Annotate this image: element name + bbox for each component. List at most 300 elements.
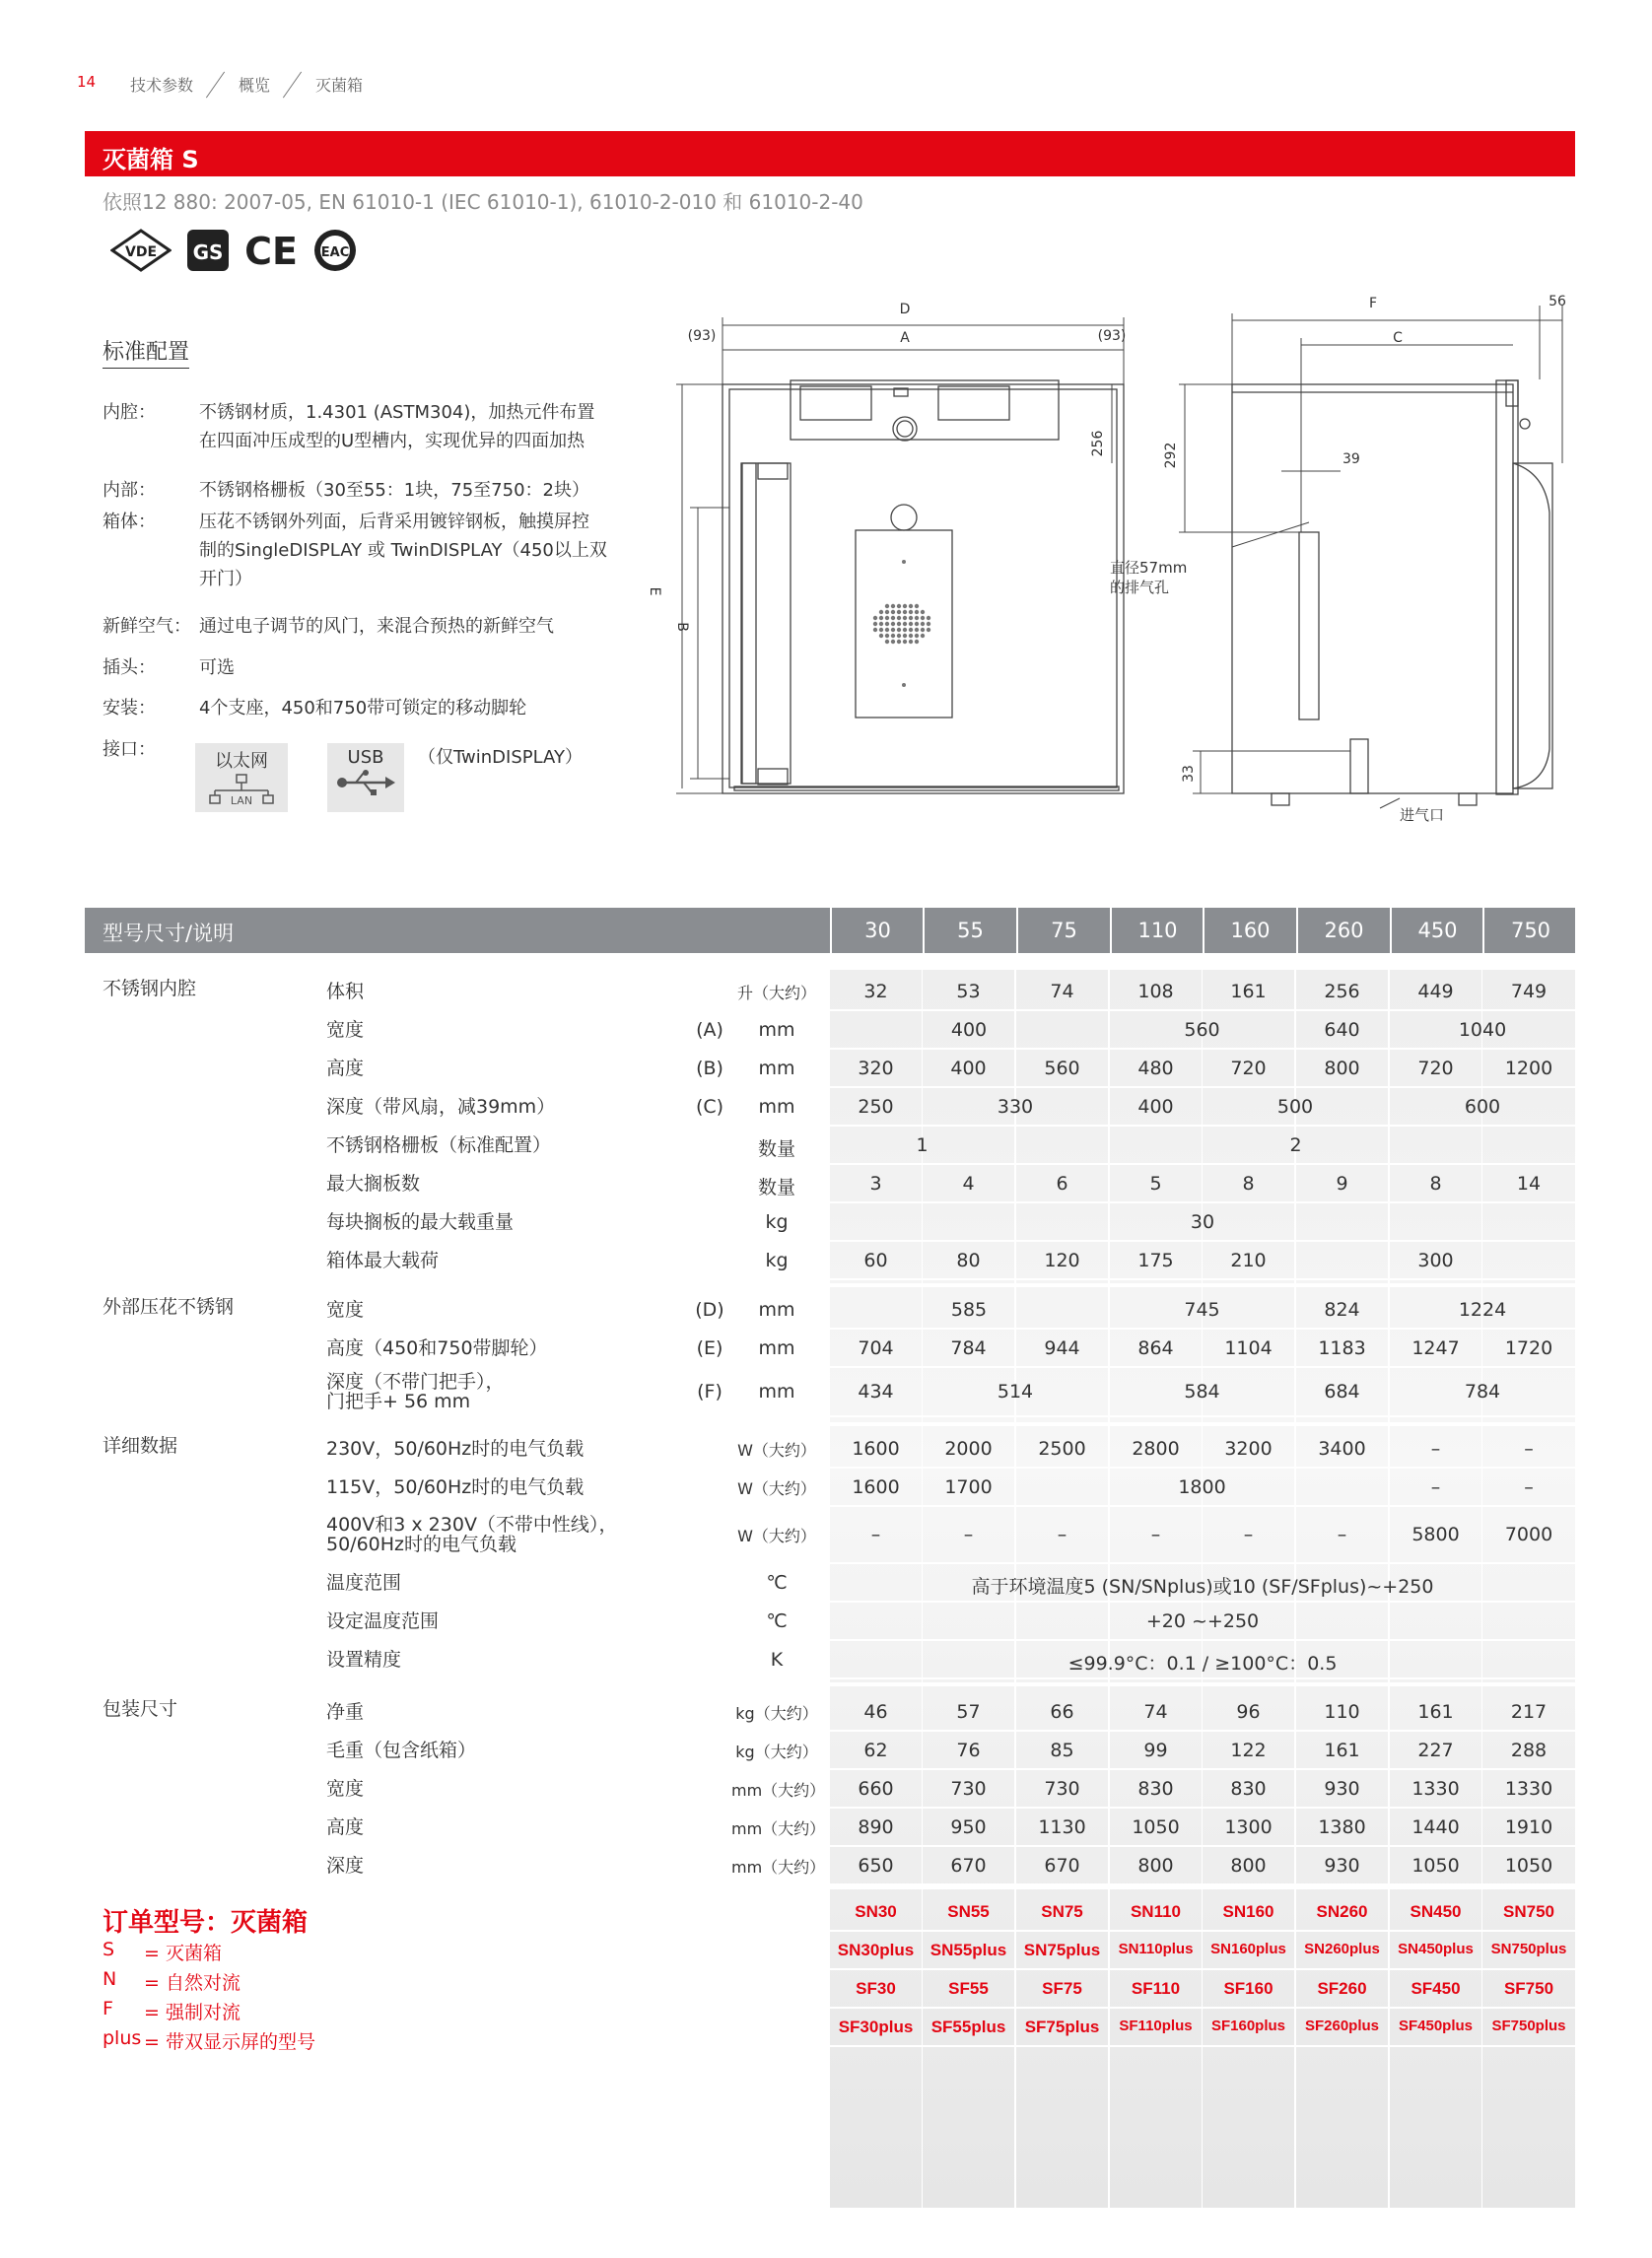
dim-93-label: (93) — [687, 328, 717, 344]
table-cell: 46 — [863, 1700, 888, 1723]
table-row-label: 高度 — [326, 1057, 365, 1079]
table-cell: 2500 — [1038, 1437, 1086, 1460]
usb-label: USB — [347, 747, 384, 768]
table-cell: 1330 — [1504, 1777, 1553, 1800]
table-cell: 320 — [858, 1057, 894, 1079]
table-cell: +20 ~+250 — [1145, 1609, 1260, 1632]
order-model-code[interactable]: SN750 — [1503, 1902, 1554, 1921]
order-model-code[interactable]: SN55 — [947, 1902, 990, 1921]
order-model-code[interactable]: SF260 — [1317, 1979, 1367, 1998]
table-cell: 161 — [1324, 1739, 1360, 1761]
table-cell: 3200 — [1224, 1437, 1273, 1460]
table-cell: – — [1150, 1524, 1161, 1545]
table-group-label: 外部压花不锈钢 — [103, 1296, 235, 1318]
model-column-header: 450 — [1390, 908, 1483, 953]
std-config-value: 4个支座，450和750带可锁定的移动脚轮 — [199, 698, 527, 718]
ce-logo-icon — [244, 229, 298, 272]
unit-label: mm — [758, 1381, 795, 1403]
legend-description: = 带双显示屏的型号 — [144, 2031, 315, 2053]
order-model-code[interactable]: SN160 — [1222, 1902, 1274, 1921]
table-cell: 449 — [1417, 980, 1454, 1002]
table-cell: – — [1430, 1437, 1441, 1460]
table-cell: 1130 — [1038, 1815, 1086, 1838]
order-model-code[interactable]: SF55 — [948, 1979, 989, 1998]
breadcrumb-separator — [201, 71, 231, 97]
row-divider — [315, 1562, 1575, 1564]
table-cell: 1440 — [1411, 1815, 1460, 1838]
table-cell: 99 — [1143, 1739, 1168, 1761]
table-cell: 1050 — [1411, 1854, 1460, 1877]
table-cell: 330 — [997, 1095, 1034, 1118]
title-bar — [85, 131, 1575, 176]
std-config-key: 内部： — [103, 480, 156, 501]
table-cell: 800 — [1230, 1854, 1267, 1877]
row-divider — [315, 1328, 1575, 1330]
gs-logo-icon — [185, 228, 231, 273]
unit-label: mm（大约） — [731, 1818, 826, 1838]
order-model-code[interactable]: SF110 — [1131, 1979, 1181, 1998]
table-row-label: 体积 — [326, 980, 365, 1002]
page-title: 灭菌箱 S — [103, 146, 199, 173]
table-cell: 14 — [1516, 1172, 1542, 1195]
standard-text: 依照12 880: 2007-05, EN 61010-1 (IEC 61010-1), 61010-2-010 和 61010-2-40 — [103, 190, 863, 214]
order-model-code[interactable]: SF260plus — [1304, 2018, 1380, 2034]
group-divider — [85, 1283, 1575, 1287]
unit-label: W（大约） — [737, 1440, 816, 1460]
unit-label: K — [770, 1648, 784, 1671]
table-cell: 745 — [1184, 1298, 1220, 1321]
table-cell: 1200 — [1504, 1057, 1553, 1079]
order-model-code[interactable]: SN260plus — [1304, 1941, 1380, 1957]
order-model-code[interactable]: SF30plus — [838, 2018, 914, 2036]
table-cell: 高于环境温度5 (SN/SNplus)或10 (SF/SFplus)~+250 — [971, 1575, 1434, 1598]
table-cell: 122 — [1230, 1739, 1267, 1761]
fan-grille-icon — [873, 560, 930, 687]
model-column-header: 55 — [923, 908, 1016, 953]
order-title: 订单型号：灭菌箱 — [103, 1908, 309, 1938]
table-row-label: 230V，50/60Hz时的电气负载 — [326, 1437, 585, 1460]
table-cell: 62 — [863, 1739, 888, 1761]
order-model-code[interactable]: SF30 — [856, 1979, 896, 1998]
row-divider — [315, 1086, 1575, 1088]
model-column-header: 110 — [1110, 908, 1204, 953]
table-cell: 53 — [956, 980, 981, 1002]
vde-logo-icon — [110, 229, 172, 272]
row-divider — [315, 1639, 1575, 1641]
table-row-label: 箱体最大载荷 — [326, 1249, 440, 1271]
table-cell: 80 — [956, 1249, 981, 1271]
dim-C-label: C — [1393, 330, 1403, 346]
table-row-label: 深度（带风扇，减39mm） — [326, 1095, 556, 1118]
table-cell: 600 — [1464, 1095, 1501, 1118]
table-cell: 108 — [1137, 980, 1174, 1002]
order-model-code[interactable]: SN160plus — [1210, 1941, 1286, 1957]
order-model-code[interactable]: SF160plus — [1210, 2018, 1286, 2034]
table-cell: 5 — [1149, 1172, 1162, 1195]
table-cell: 300 — [1417, 1249, 1454, 1271]
table-cell: 1224 — [1458, 1298, 1507, 1321]
unit-label: mm — [758, 1057, 795, 1079]
gs-logo-text: GS — [192, 240, 224, 264]
legend-description: = 自然对流 — [144, 1972, 241, 1994]
table-row-label: 温度范围 — [326, 1571, 402, 1594]
table-cell: 161 — [1230, 980, 1267, 1002]
table-cell: 1050 — [1132, 1815, 1180, 1838]
table-cell: 670 — [1044, 1854, 1080, 1877]
table-cell: 8 — [1429, 1172, 1442, 1195]
row-divider — [315, 1677, 1575, 1679]
table-cell: 704 — [858, 1336, 894, 1359]
dim-33-label: 33 — [1181, 765, 1197, 783]
table-cell: 76 — [956, 1739, 981, 1761]
order-model-code[interactable]: SF450plus — [1398, 2018, 1474, 2034]
model-column-header: 75 — [1016, 908, 1110, 953]
table-group-label: 不锈钢内腔 — [103, 978, 197, 999]
table-row-label: 毛重（包含纸箱） — [326, 1739, 477, 1761]
table-cell: 1300 — [1224, 1815, 1273, 1838]
side-view-drawing — [1232, 380, 1552, 805]
table-cell: 684 — [1324, 1381, 1360, 1403]
table-cell: 66 — [1050, 1700, 1074, 1723]
interface-note: （仅TwinDISPLAY） — [418, 747, 583, 768]
usb-interface-box — [327, 743, 404, 812]
table-cell: 85 — [1050, 1739, 1074, 1761]
table-row-label: 深度（不带门把手）， 门把手+ 56 mm — [326, 1371, 505, 1412]
order-model-code[interactable]: SN110plus — [1118, 1941, 1194, 1957]
order-model-code[interactable]: SF110plus — [1119, 2018, 1193, 2034]
table-cell: 400 — [1137, 1095, 1174, 1118]
table-cell: 3 — [869, 1172, 882, 1195]
unit-label: mm（大约） — [731, 1857, 826, 1877]
page-number: 14 — [77, 73, 97, 91]
legend-code: N — [103, 1968, 117, 1990]
unit-label: mm — [758, 1298, 795, 1321]
table-cell: 830 — [1230, 1777, 1267, 1800]
table-cell: 434 — [858, 1381, 894, 1403]
table-cell: 400 — [950, 1057, 987, 1079]
table-cell: 650 — [858, 1854, 894, 1877]
table-cell: 74 — [1050, 980, 1074, 1002]
legend-description: = 强制对流 — [144, 2002, 241, 2023]
unit-label: W（大约） — [737, 1478, 816, 1498]
table-cell: 2000 — [944, 1437, 993, 1460]
table-cell: 800 — [1137, 1854, 1174, 1877]
lan-label: LAN — [230, 794, 253, 806]
table-cell: 784 — [1464, 1381, 1501, 1403]
order-row-divider — [830, 1930, 1575, 1932]
unit-label: ℃ — [766, 1609, 788, 1632]
table-cell: – — [1243, 1524, 1254, 1545]
model-column-header: 30 — [830, 908, 924, 953]
table-row-label: 设置精度 — [326, 1648, 402, 1671]
table-cell: 514 — [997, 1381, 1034, 1403]
breadcrumb-item[interactable]: 灭菌箱 — [315, 75, 364, 95]
row-divider — [315, 1366, 1575, 1368]
unit-label: 数量 — [757, 1137, 795, 1160]
table-cell: 4 — [962, 1172, 975, 1195]
table-cell: 6 — [1056, 1172, 1068, 1195]
unit-label: mm — [758, 1336, 795, 1359]
dimension-key: (E) — [696, 1336, 723, 1359]
table-cell: 1 — [916, 1133, 929, 1156]
row-divider — [315, 1201, 1575, 1203]
table-row-label: 400V和3 x 230V（不带中性线）， 50/60Hz时的电气负载 — [326, 1514, 618, 1555]
table-cell: 660 — [858, 1777, 894, 1800]
unit-label: mm — [758, 1018, 795, 1041]
table-cell: 175 — [1137, 1249, 1174, 1271]
order-row-divider — [830, 2007, 1575, 2009]
breadcrumb-separator — [278, 71, 308, 97]
front-dimension-labels — [647, 302, 1126, 632]
legend-code: S — [103, 1939, 115, 1960]
unit-label: 数量 — [757, 1176, 795, 1198]
table-cell: 217 — [1510, 1700, 1548, 1723]
table-cell: 800 — [1324, 1057, 1360, 1079]
table-cell: 480 — [1137, 1057, 1174, 1079]
table-cell: 8 — [1242, 1172, 1255, 1195]
table-cell: 110 — [1324, 1700, 1360, 1723]
table-cell: 930 — [1324, 1854, 1360, 1877]
eac-logo-text: EAC — [320, 245, 350, 260]
table-cell: 585 — [950, 1298, 988, 1321]
table-cell: ≤99.9°C：0.1 / ≥100°C：0.5 — [1067, 1652, 1338, 1675]
dim-256-label: 256 — [1090, 430, 1106, 457]
order-model-code[interactable]: SN450plus — [1398, 1941, 1474, 1957]
dimension-key: (F) — [697, 1381, 723, 1403]
unit-label: kg（大约） — [735, 1703, 818, 1723]
front-view-drawing — [723, 380, 1124, 793]
std-config-key: 插头： — [103, 657, 156, 678]
table-cell: 3400 — [1318, 1437, 1366, 1460]
air-inlet-label: 进气口 — [1400, 806, 1445, 824]
dim-E-label: E — [647, 586, 662, 596]
order-model-code[interactable]: SF750plus — [1491, 2018, 1566, 2034]
model-column-header: 260 — [1296, 908, 1390, 953]
table-row-label: 每块搁板的最大载重量 — [326, 1210, 515, 1233]
table-cell: 1380 — [1318, 1815, 1366, 1838]
table-cell: 250 — [858, 1095, 894, 1118]
ethernet-interface-box — [195, 743, 288, 812]
table-row-label: 高度（450和750带脚轮） — [326, 1336, 548, 1359]
unit-label: kg（大约） — [735, 1742, 818, 1761]
table-cell: 890 — [858, 1815, 894, 1838]
table-cell: 670 — [950, 1854, 987, 1877]
table-cell: 2 — [1289, 1133, 1302, 1156]
table-cell: 74 — [1143, 1700, 1168, 1723]
table-cell: 60 — [863, 1249, 888, 1271]
table-cell: 730 — [1044, 1777, 1080, 1800]
dimension-key: (C) — [695, 1095, 724, 1118]
order-model-code[interactable]: SN110 — [1130, 1902, 1182, 1921]
table-cell: 1800 — [1178, 1475, 1226, 1498]
order-model-code[interactable]: SF160 — [1223, 1979, 1273, 1998]
table-cell: 1330 — [1411, 1777, 1460, 1800]
table-cell: 500 — [1276, 1095, 1314, 1118]
unit-label: kg — [765, 1210, 789, 1233]
row-divider — [315, 1278, 1575, 1280]
table-header-label: 型号尺寸/说明 — [103, 922, 235, 945]
table-cell: – — [1430, 1475, 1441, 1498]
breadcrumb-item[interactable]: 技术参数 — [130, 75, 194, 95]
table-cell: 864 — [1137, 1336, 1174, 1359]
dim-A-label: A — [900, 330, 910, 346]
model-column-header: 160 — [1203, 908, 1296, 953]
unit-label: mm — [758, 1095, 795, 1118]
table-row-label: 设定温度范围 — [326, 1609, 440, 1632]
unit-label: 升（大约） — [736, 983, 816, 1002]
order-row-divider — [830, 1968, 1575, 1970]
row-divider — [315, 1845, 1575, 1847]
table-cell: 824 — [1324, 1298, 1360, 1321]
order-model-code[interactable]: SF75 — [1042, 1979, 1082, 1998]
table-cell: 560 — [1044, 1057, 1080, 1079]
eac-logo-icon — [311, 227, 359, 274]
table-cell: 720 — [1417, 1057, 1454, 1079]
table-cell: 640 — [1324, 1018, 1360, 1041]
row-divider — [315, 1505, 1575, 1507]
table-row-label: 宽度 — [326, 1298, 365, 1321]
table-row-label: 高度 — [326, 1815, 365, 1838]
std-config-key: 接口： — [103, 739, 156, 760]
table-cell: 1050 — [1504, 1854, 1553, 1877]
table-cell: 400 — [950, 1018, 988, 1041]
std-config-value: 通过电子调节的风门，来混合预热的新鲜空气 — [199, 616, 554, 637]
row-divider — [315, 1730, 1575, 1732]
dim-D-label: D — [899, 302, 911, 317]
dimension-key: (D) — [695, 1298, 724, 1321]
legend-code: plus — [103, 2027, 142, 2049]
table-cell: 1720 — [1504, 1336, 1553, 1359]
table-header — [85, 908, 1575, 953]
table-cell: 584 — [1184, 1381, 1220, 1403]
row-divider — [315, 1048, 1575, 1050]
row-divider — [315, 1125, 1575, 1127]
unit-label: mm（大约） — [731, 1780, 826, 1800]
table-cell: 120 — [1044, 1249, 1080, 1271]
table-cell: – — [1057, 1524, 1067, 1545]
std-config-title: 标准配置 — [103, 335, 189, 369]
certification-logos — [110, 227, 359, 274]
dim-F-label: F — [1368, 296, 1378, 311]
table-cell: 210 — [1230, 1249, 1267, 1271]
dim-56-label: 56 — [1549, 294, 1566, 309]
table-cell: 9 — [1336, 1172, 1348, 1195]
order-row-divider — [830, 2045, 1575, 2047]
std-config-key: 新鲜空气： — [103, 616, 191, 637]
table-cell: 96 — [1236, 1700, 1261, 1723]
side-dimension-labels — [1110, 294, 1566, 824]
order-model-code[interactable]: SN450 — [1410, 1902, 1462, 1921]
vde-logo-text: VDE — [124, 244, 158, 260]
order-model-code[interactable]: SF55plus — [930, 2018, 1006, 2036]
group-divider — [85, 1885, 1575, 1889]
table-cell: 227 — [1417, 1739, 1454, 1761]
row-divider — [315, 1163, 1575, 1165]
table-cell: 1247 — [1411, 1336, 1460, 1359]
dim-B-label: B — [674, 622, 690, 632]
unit-label: ℃ — [766, 1571, 788, 1594]
std-config-key: 内腔： — [103, 402, 156, 423]
std-config-value: 不锈钢格栅板（30至55：1块，75至750：2块） — [199, 480, 589, 501]
dimension-key: (B) — [696, 1057, 723, 1079]
table-cell: 57 — [956, 1700, 981, 1723]
dim-39-label: 39 — [1342, 451, 1360, 467]
ce-logo-text: CE — [244, 230, 298, 272]
table-cell: 288 — [1510, 1739, 1548, 1761]
order-model-code[interactable]: SN30 — [855, 1902, 897, 1921]
order-model-code[interactable]: SN30plus — [837, 1941, 915, 1959]
table-cell: 7000 — [1504, 1524, 1553, 1545]
table-cell: 161 — [1417, 1700, 1454, 1723]
table-cell: 560 — [1184, 1018, 1220, 1041]
row-divider — [315, 1415, 1575, 1417]
table-cell: 256 — [1324, 980, 1360, 1002]
table-cell: – — [1524, 1437, 1534, 1460]
std-config-value: 压花不锈钢外列面，后背采用镀锌钢板，触摸屏控 制的SingleDISPLAY 或 TwinDISPLAY（450以上双 开门） — [199, 512, 607, 589]
legend-description: = 灭菌箱 — [144, 1943, 222, 1964]
order-model-code[interactable]: SN750plus — [1490, 1941, 1567, 1957]
order-model-code[interactable]: SN260 — [1316, 1902, 1368, 1921]
dim-93-label: (93) — [1097, 328, 1127, 344]
table-cell: 749 — [1510, 980, 1548, 1002]
exhaust-hole-label: 的排气孔 — [1110, 579, 1170, 596]
table-row-label: 不锈钢格栅板（标准配置） — [326, 1133, 552, 1156]
dimension-key: (A) — [696, 1018, 723, 1041]
table-cell: 720 — [1230, 1057, 1267, 1079]
unit-label: kg — [765, 1249, 789, 1271]
table-cell: 30 — [1190, 1210, 1215, 1233]
table-row-label: 净重 — [326, 1700, 365, 1723]
breadcrumb-item[interactable]: 概览 — [239, 75, 271, 95]
row-divider — [315, 1601, 1575, 1603]
table-cell: 930 — [1324, 1777, 1360, 1800]
order-model-code[interactable]: SN55plus — [929, 1941, 1007, 1959]
table-row-label: 115V，50/60Hz时的电气负载 — [326, 1475, 585, 1498]
table-cell: 1600 — [852, 1437, 900, 1460]
unit-label: W（大约） — [737, 1527, 816, 1545]
order-model-code[interactable]: SF750 — [1503, 1979, 1554, 1998]
table-cell: 2800 — [1132, 1437, 1180, 1460]
table-row-label: 深度 — [326, 1854, 365, 1877]
usb-icon — [334, 768, 397, 797]
model-column-header: 750 — [1482, 908, 1577, 953]
row-divider — [315, 1467, 1575, 1469]
table-cell: – — [963, 1524, 974, 1545]
order-model-code[interactable]: SF75plus — [1024, 2018, 1100, 2036]
std-config-value: 不锈钢材质，1.4301 (ASTM304)，加热元件布置 在四面冲压成型的U型槽内，实现优异的四面加热 — [199, 402, 595, 451]
exhaust-hole-label: 直径57mm — [1110, 559, 1188, 577]
table-cell: 1910 — [1504, 1815, 1553, 1838]
order-model-code[interactable]: SN75 — [1041, 1902, 1083, 1921]
table-cell: – — [1337, 1524, 1347, 1545]
table-cell: 5800 — [1411, 1524, 1460, 1545]
table-row-label: 最大搁板数 — [326, 1172, 421, 1195]
table-cell: 730 — [950, 1777, 987, 1800]
table-group-label: 详细数据 — [103, 1435, 178, 1457]
group-divider — [85, 1422, 1575, 1426]
std-config-key: 安装： — [103, 698, 156, 718]
dim-292-label: 292 — [1163, 442, 1179, 469]
table-cell: 784 — [950, 1336, 987, 1359]
std-config-key: 箱体： — [103, 512, 156, 532]
table-row-label: 宽度 — [326, 1018, 365, 1041]
table-cell: 32 — [863, 980, 888, 1002]
table-cell: 1600 — [852, 1475, 900, 1498]
order-model-code[interactable]: SN75plus — [1023, 1941, 1101, 1959]
lan-icon — [207, 773, 276, 806]
row-divider — [315, 1240, 1575, 1242]
order-model-code[interactable]: SF450 — [1411, 1979, 1461, 1998]
